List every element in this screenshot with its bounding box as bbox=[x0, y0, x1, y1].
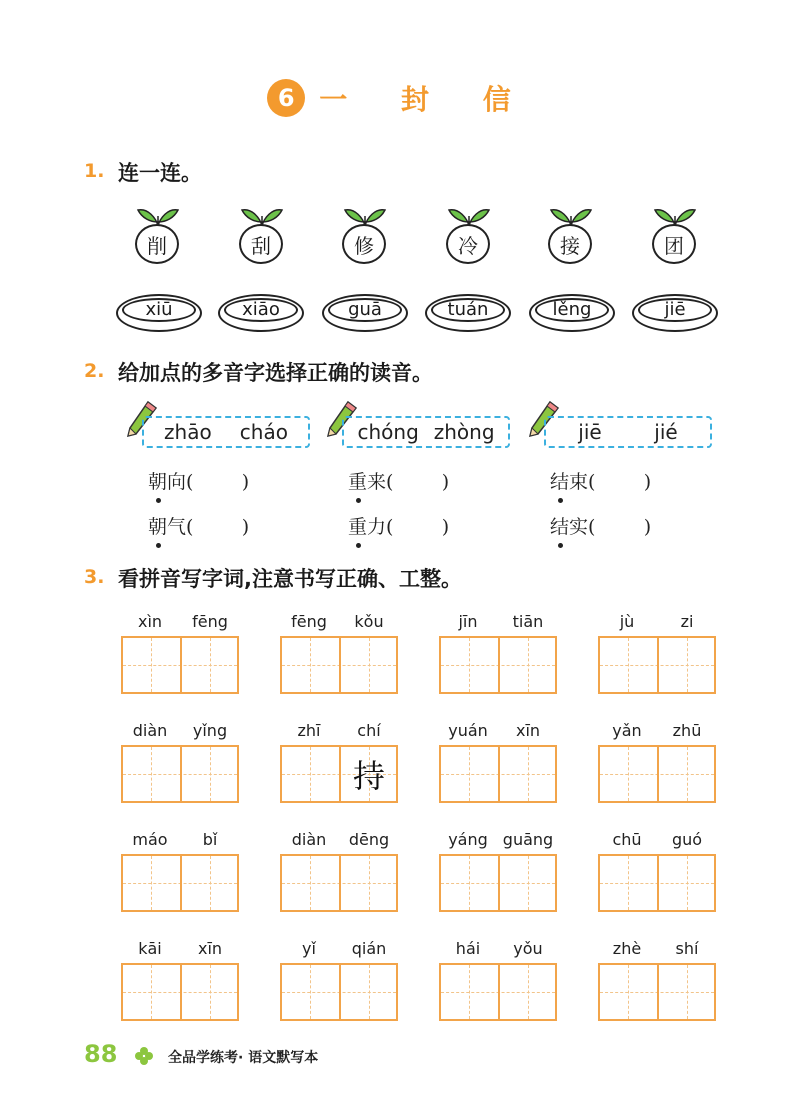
pinyin-label: dēng bbox=[348, 830, 390, 849]
pinyin-label: tiān bbox=[512, 612, 544, 631]
pinyin-option[interactable]: zhòng bbox=[433, 420, 495, 444]
word-writing-cell[interactable] bbox=[121, 830, 241, 892]
book-subtitle: · 语文默写本 bbox=[238, 1050, 319, 1066]
tian-grid[interactable] bbox=[439, 745, 557, 803]
plate-pinyin: jiē bbox=[664, 298, 686, 320]
pinyin-label: zi bbox=[680, 612, 694, 631]
emphasis-dot bbox=[156, 498, 161, 503]
pinyin-options-box bbox=[544, 416, 712, 448]
pinyin-label: chí bbox=[357, 721, 381, 740]
tian-grid[interactable] bbox=[280, 963, 398, 1021]
word-writing-cell[interactable] bbox=[439, 721, 559, 783]
polyphone-word[interactable]: 结束( ) bbox=[550, 471, 652, 493]
tian-grid[interactable] bbox=[121, 636, 239, 694]
pinyin-label: zhū bbox=[672, 721, 702, 740]
seedling-character[interactable] bbox=[237, 202, 287, 272]
seedling-character[interactable] bbox=[650, 202, 700, 272]
character-text: 团 bbox=[652, 224, 696, 264]
word-writing-cell[interactable] bbox=[280, 939, 400, 1001]
pinyin-label: yǎn bbox=[612, 721, 642, 740]
pinyin-label: bǐ bbox=[202, 830, 218, 849]
lesson-title: 一 封 信 bbox=[319, 83, 533, 116]
pinyin-label: diàn bbox=[291, 830, 327, 849]
tian-grid[interactable] bbox=[598, 963, 716, 1021]
q3-prompt: 看拼音写字词,注意书写正确、工整。 bbox=[118, 567, 462, 591]
tian-grid[interactable] bbox=[439, 963, 557, 1021]
pinyin-plate[interactable] bbox=[632, 290, 718, 334]
plate-pinyin: xiū bbox=[145, 298, 173, 320]
pinyin-option[interactable]: cháo bbox=[239, 420, 288, 444]
pinyin-label: fēng bbox=[192, 612, 228, 631]
pinyin-label: kǒu bbox=[354, 612, 384, 631]
pinyin-label: zhè bbox=[612, 939, 642, 958]
character-text: 接 bbox=[548, 224, 592, 264]
q1-prompt: 连一连。 bbox=[118, 161, 202, 185]
word-writing-cell[interactable] bbox=[280, 612, 400, 674]
seedling-character[interactable] bbox=[444, 202, 494, 272]
clover-icon bbox=[134, 1046, 154, 1070]
q2-prompt: 给加点的多音字选择正确的读音。 bbox=[118, 361, 433, 385]
tian-grid[interactable] bbox=[121, 745, 239, 803]
emphasis-dot bbox=[356, 543, 361, 548]
word-writing-cell[interactable] bbox=[598, 721, 718, 783]
pinyin-label: jù bbox=[619, 612, 635, 631]
tian-grid[interactable] bbox=[439, 854, 557, 912]
lesson-number-badge: 6 bbox=[267, 79, 305, 117]
pinyin-label: jīn bbox=[458, 612, 478, 631]
seedling-character[interactable] bbox=[546, 202, 596, 272]
pinyin-label: máo bbox=[132, 830, 168, 849]
word-writing-cell[interactable] bbox=[121, 939, 241, 1001]
polyphone-word[interactable]: 重来( ) bbox=[348, 471, 450, 493]
lesson-header bbox=[0, 76, 800, 120]
pinyin-label: xīn bbox=[197, 939, 223, 958]
pinyin-option[interactable]: jiē bbox=[578, 420, 602, 444]
pinyin-plate[interactable] bbox=[529, 290, 615, 334]
pinyin-option[interactable]: zhāo bbox=[164, 420, 212, 444]
pinyin-label: diàn bbox=[132, 721, 168, 740]
character-text: 刮 bbox=[239, 224, 283, 264]
word-writing-cell[interactable] bbox=[439, 939, 559, 1001]
pinyin-label: yuán bbox=[448, 721, 488, 740]
pinyin-options-box bbox=[142, 416, 310, 448]
word-writing-cell[interactable] bbox=[280, 721, 400, 795]
plate-pinyin: xiāo bbox=[242, 298, 280, 320]
word-writing-cell[interactable] bbox=[598, 939, 718, 1001]
pinyin-label: kāi bbox=[138, 939, 162, 958]
character-text: 冷 bbox=[446, 224, 490, 264]
seedling-character[interactable] bbox=[340, 202, 390, 272]
pinyin-label: qián bbox=[351, 939, 387, 958]
pinyin-label: guó bbox=[671, 830, 703, 849]
pinyin-options-box bbox=[342, 416, 510, 448]
word-writing-cell[interactable] bbox=[280, 830, 400, 892]
pinyin-label: fēng bbox=[291, 612, 327, 631]
word-writing-cell[interactable] bbox=[121, 721, 241, 783]
tian-grid[interactable] bbox=[598, 745, 716, 803]
plate-pinyin: tuán bbox=[447, 298, 489, 320]
book-title: 全品学练考 bbox=[168, 1050, 238, 1066]
pinyin-label: chū bbox=[612, 830, 642, 849]
pinyin-plate[interactable] bbox=[425, 290, 511, 334]
emphasis-dot bbox=[558, 498, 563, 503]
polyphone-word[interactable]: 朝气( ) bbox=[148, 516, 250, 538]
word-writing-cell[interactable] bbox=[598, 612, 718, 674]
tian-grid[interactable] bbox=[598, 854, 716, 912]
polyphone-word[interactable]: 朝向( ) bbox=[148, 471, 250, 493]
page-number: 88 bbox=[84, 1040, 118, 1068]
pinyin-plate[interactable] bbox=[218, 290, 304, 334]
q3-number: 3. bbox=[84, 566, 105, 588]
pinyin-option[interactable]: jié bbox=[654, 420, 678, 444]
pinyin-label: yǒu bbox=[513, 939, 543, 958]
q2-number: 2. bbox=[84, 360, 105, 382]
tian-grid[interactable] bbox=[598, 636, 716, 694]
q1-number: 1. bbox=[84, 160, 105, 182]
pinyin-label: shí bbox=[675, 939, 699, 958]
word-writing-cell[interactable] bbox=[439, 612, 559, 674]
pinyin-plate[interactable] bbox=[116, 290, 202, 334]
word-writing-cell[interactable] bbox=[598, 830, 718, 892]
pinyin-plate[interactable] bbox=[322, 290, 408, 334]
emphasis-dot bbox=[558, 543, 563, 548]
word-writing-cell[interactable] bbox=[439, 830, 559, 892]
character-text: 修 bbox=[342, 224, 386, 264]
emphasis-dot bbox=[356, 498, 361, 503]
character-text: 削 bbox=[135, 224, 179, 264]
tian-grid[interactable] bbox=[280, 854, 398, 912]
plate-pinyin: guā bbox=[348, 298, 382, 320]
pinyin-label: xìn bbox=[137, 612, 163, 631]
pinyin-label: yáng bbox=[448, 830, 488, 849]
pinyin-label: hái bbox=[455, 939, 481, 958]
filled-character: 持 bbox=[352, 757, 385, 795]
seedling-character[interactable] bbox=[133, 202, 183, 272]
pinyin-label: zhī bbox=[297, 721, 321, 740]
pinyin-option[interactable]: chóng bbox=[357, 420, 419, 444]
polyphone-word[interactable]: 结实( ) bbox=[550, 516, 652, 538]
pinyin-label: yǐ bbox=[302, 939, 316, 958]
plate-pinyin: lěng bbox=[552, 298, 592, 320]
emphasis-dot bbox=[156, 543, 161, 548]
word-writing-cell[interactable] bbox=[121, 612, 241, 674]
pinyin-label: yǐng bbox=[192, 721, 228, 740]
tian-grid[interactable] bbox=[439, 636, 557, 694]
tian-grid[interactable] bbox=[121, 854, 239, 912]
pinyin-label: xīn bbox=[515, 721, 541, 740]
tian-grid[interactable] bbox=[121, 963, 239, 1021]
polyphone-word[interactable]: 重力( ) bbox=[348, 516, 450, 538]
tian-grid[interactable] bbox=[280, 636, 398, 694]
pinyin-label: guāng bbox=[502, 830, 554, 849]
